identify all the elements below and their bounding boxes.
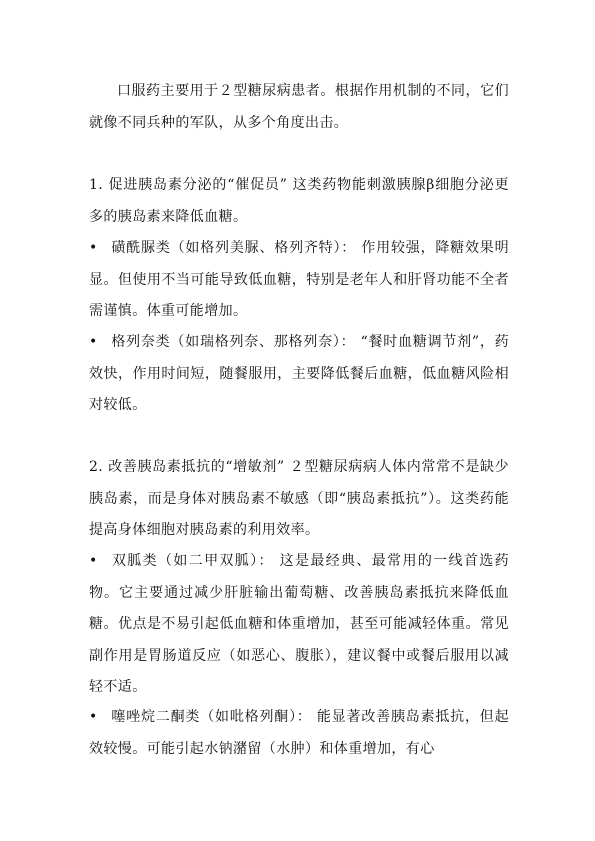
bullet-text: 格列奈类（如瑞格列奈、那格列奈）： “餐时血糖调节剂”，药效快，作用时间短，随餐服用，主要降低餐后血糖，低血糖风险相对较低。 [89,334,509,413]
bullet-icon: • [89,553,98,569]
bullet-text: 双胍类（如二甲双胍）： 这是最经典、最常用的一线首选药物。它主要通过减少肝脏输出葡萄糖、改善胰岛素抵抗来降低血糖。优点是不易引起低血糖和体重增加，甚至可能减轻体重。常见副作用是胃肠道反应（如恶心、腹胀），建议餐中或餐后服用以减轻不适。 [89,553,509,695]
section-1-bullet-2 [89,327,509,422]
bullet-text: 磺酰脲类（如格列美脲、格列齐特）： 作用较强，降糖效果明显。但使用不当可能导致低血糖，特别是老年人和肝肾功能不全者需谨慎。体重可能增加。 [89,240,509,319]
bullet-icon: • [89,334,98,350]
section-2-heading: 2. 改善胰岛素抵抗的“增敏剂” ２型糖尿病病人体内常常不是缺少胰岛素，而是身体对胰岛素不敏感（即“胰岛素抵抗”）。这类药能提高身体细胞对胰岛素的利用效率。 [89,459,509,538]
bullet-icon: • [89,709,98,725]
section-1-heading: 1. 促进胰岛素分泌的“催促员” 这类药物能刺激胰腺β细胞分泌更多的胰岛素来降低血糖。 [89,177,509,225]
bullet-text: 噻唑烷二酮类（如吡格列酮）： 能显著改善胰岛素抵抗，但起效较慢。可能引起水钠潴留（水肿）和体重增加，有心 [89,709,509,757]
intro-paragraph: 口服药主要用于２型糖尿病患者。根据作用机制的不同，它们就像不同兵种的军队，从多个角度出击。 [89,83,509,131]
bullet-icon: • [89,240,98,256]
section-1-bullet-1 [89,233,509,328]
section-2-bullet-1 [89,546,509,704]
section-2-bullet-2 [89,702,509,765]
